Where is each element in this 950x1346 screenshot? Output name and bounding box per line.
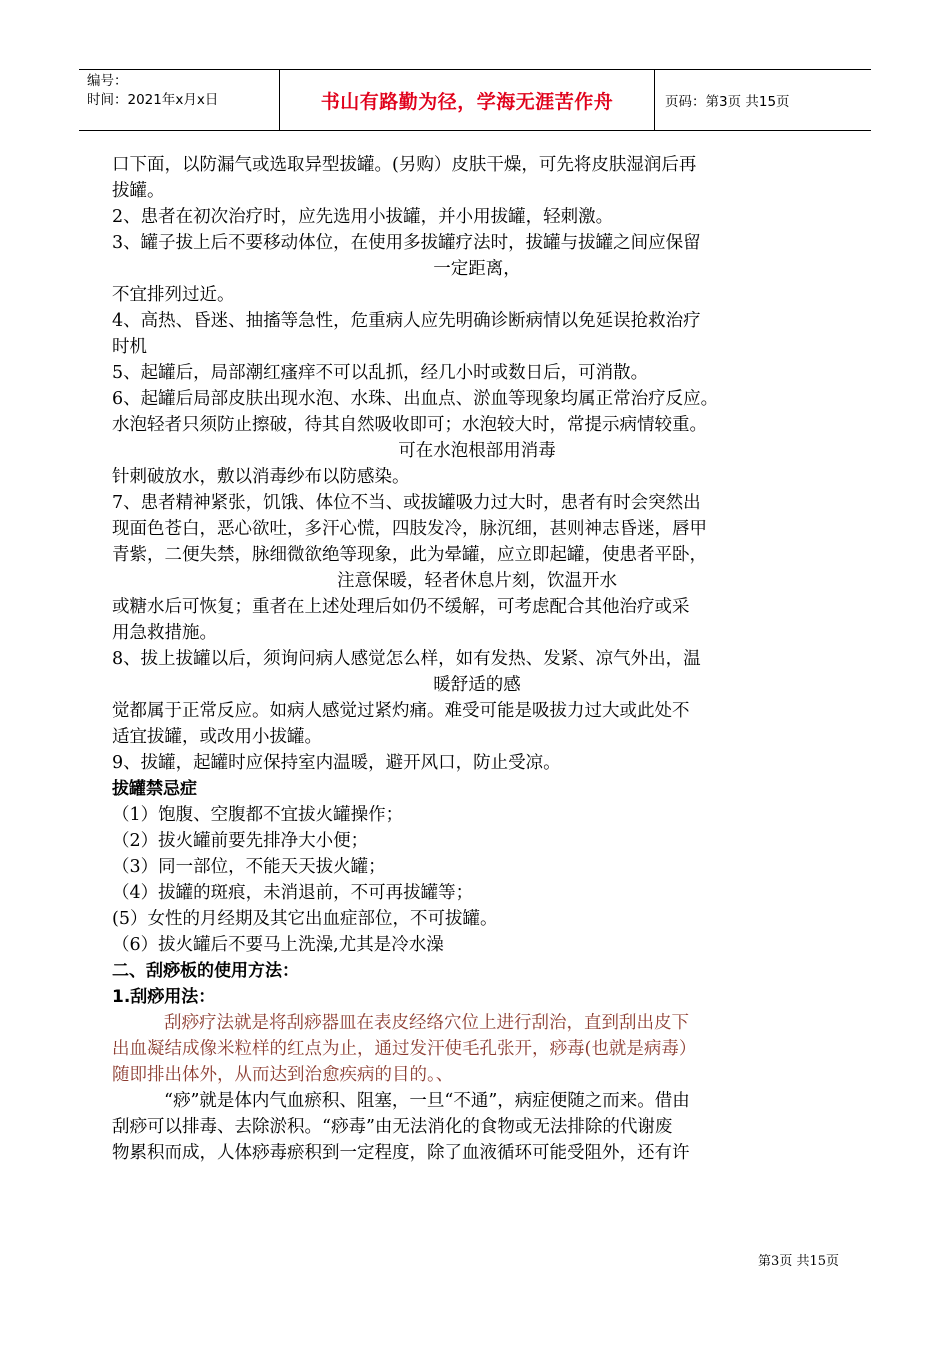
text-line: 现面色苍白，恶心欲吐，多汗心慌，四肢发冷，脉沉细，甚则神志昏迷，唇甲 <box>112 519 707 539</box>
text-line: 7、患者精神紧张，饥饿、体位不当、或拔罐吸力过大时，患者有时会突然出 <box>112 493 701 513</box>
text-line: 6、起罐后局部皮肤出现水泡、水珠、出血点、淤血等现象均属正常治疗反应。 <box>112 389 719 409</box>
text-line: 4、高热、昏迷、抽搐等急性，危重病人应先明确诊断病情以免延误抢救治疗 <box>112 311 701 331</box>
text-line: 9、拔罐，起罐时应保持室内温暖，避开风口，防止受凉。 <box>112 753 561 773</box>
text-line: 适宜拔罐，或改用小拔罐。 <box>112 727 322 747</box>
header-motto: 书山有路勤为径，学海无涯苦作舟 <box>280 70 655 130</box>
text-line: （4）拔罐的斑痕，未消退前，不可再拔罐等； <box>112 883 474 903</box>
text-line: 水泡轻者只须防止擦破，待其自然吸收即可；水泡较大时，常提示病情较重。 <box>112 415 707 435</box>
text-line: （3）同一部位，不能天天拔火罐； <box>112 857 386 877</box>
text-line: 随即排出体外，从而达到治愈疾病的目的。、 <box>112 1065 454 1085</box>
text-line: 一定距离， <box>433 259 521 279</box>
section-heading: 1.刮痧用法： <box>112 987 216 1007</box>
document-number-label: 编号： <box>87 73 128 89</box>
text-line: 觉都属于正常反应。如病人感觉过紧灼痛。难受可能是吸拔力过大或此处不 <box>112 701 690 721</box>
text-line: 出血凝结成像米粒样的红点为止，通过发汗使毛孔张开，痧毒(也就是病毒） <box>112 1039 697 1059</box>
text-line: 物累积而成，人体痧毒瘀积到一定程度，除了血液循环可能受阻外，还有许 <box>112 1143 690 1163</box>
page-header <box>79 69 871 131</box>
text-line: 不宜排列过近。 <box>112 285 235 305</box>
text-line: 2、患者在初次治疗时，应先选用小拔罐，并小用拔罐，轻刺激。 <box>112 207 614 227</box>
text-line: 8、拔上拔罐以后，须询问病人感觉怎么样，如有发热、发紧、凉气外出，温 <box>112 649 701 669</box>
text-line: （6）拔火罐后不要马上洗澡,尤其是冷水澡 <box>112 935 444 955</box>
document-date: 时间：2021年x月x日 <box>87 92 219 108</box>
text-line: 5、起罐后，局部潮红瘙痒不可以乱抓，经几小时或数日后，可消散。 <box>112 363 649 383</box>
text-line: （2）拔火罐前要先排净大小便； <box>112 831 369 851</box>
text-line: 青紫，二便失禁，脉细微欲绝等现象，此为晕罐，应立即起罐，使患者平卧， <box>112 545 707 565</box>
text-line: 针刺破放水，敷以消毒纱布以防感染。 <box>112 467 410 487</box>
text-line: 拔罐。 <box>112 181 165 201</box>
text-line: 口下面，以防漏气或选取异型拔罐。(另购）皮肤干燥，可先将皮肤湿润后再 <box>112 155 697 175</box>
text-line: 刮痧可以排毒、去除淤积。“痧毒”由无法消化的食物或无法排除的代谢废 <box>112 1117 673 1137</box>
section-heading: 二、刮痧板的使用方法： <box>112 961 299 981</box>
text-line: “痧”就是体内气血瘀积、阻塞，一旦“不通”，病症便随之而来。借由 <box>164 1091 690 1111</box>
document-body <box>112 152 842 1166</box>
text-line: (5）女性的月经期及其它出血症部位，不可拔罐。 <box>112 909 498 929</box>
page-footer: 第3页 共15页 <box>758 1254 839 1269</box>
header-page-info: 页码：第3页 共15页 <box>665 94 790 110</box>
text-line: 用急救措施。 <box>112 623 217 643</box>
section-heading: 拔罐禁忌症 <box>112 779 197 799</box>
text-line: 3、罐子拔上后不要移动体位，在使用多拔罐疗法时，拔罐与拔罐之间应保留 <box>112 233 701 253</box>
text-line: 时机 <box>112 337 147 357</box>
text-line: 刮痧疗法就是将刮痧器皿在表皮经络穴位上进行刮治，直到刮出皮下 <box>164 1013 689 1033</box>
text-line: 可在水泡根部用消毒 <box>398 441 556 461</box>
text-line: 注意保暖，轻者休息片刻，饮温开水 <box>337 571 617 591</box>
text-line: 或糖水后可恢复；重者在上述处理后如仍不缓解，可考虑配合其他治疗或采 <box>112 597 690 617</box>
header-meta <box>79 70 280 130</box>
text-line: 暖舒适的感 <box>433 675 521 695</box>
text-line: （1）饱腹、空腹都不宜拔火罐操作； <box>112 805 404 825</box>
